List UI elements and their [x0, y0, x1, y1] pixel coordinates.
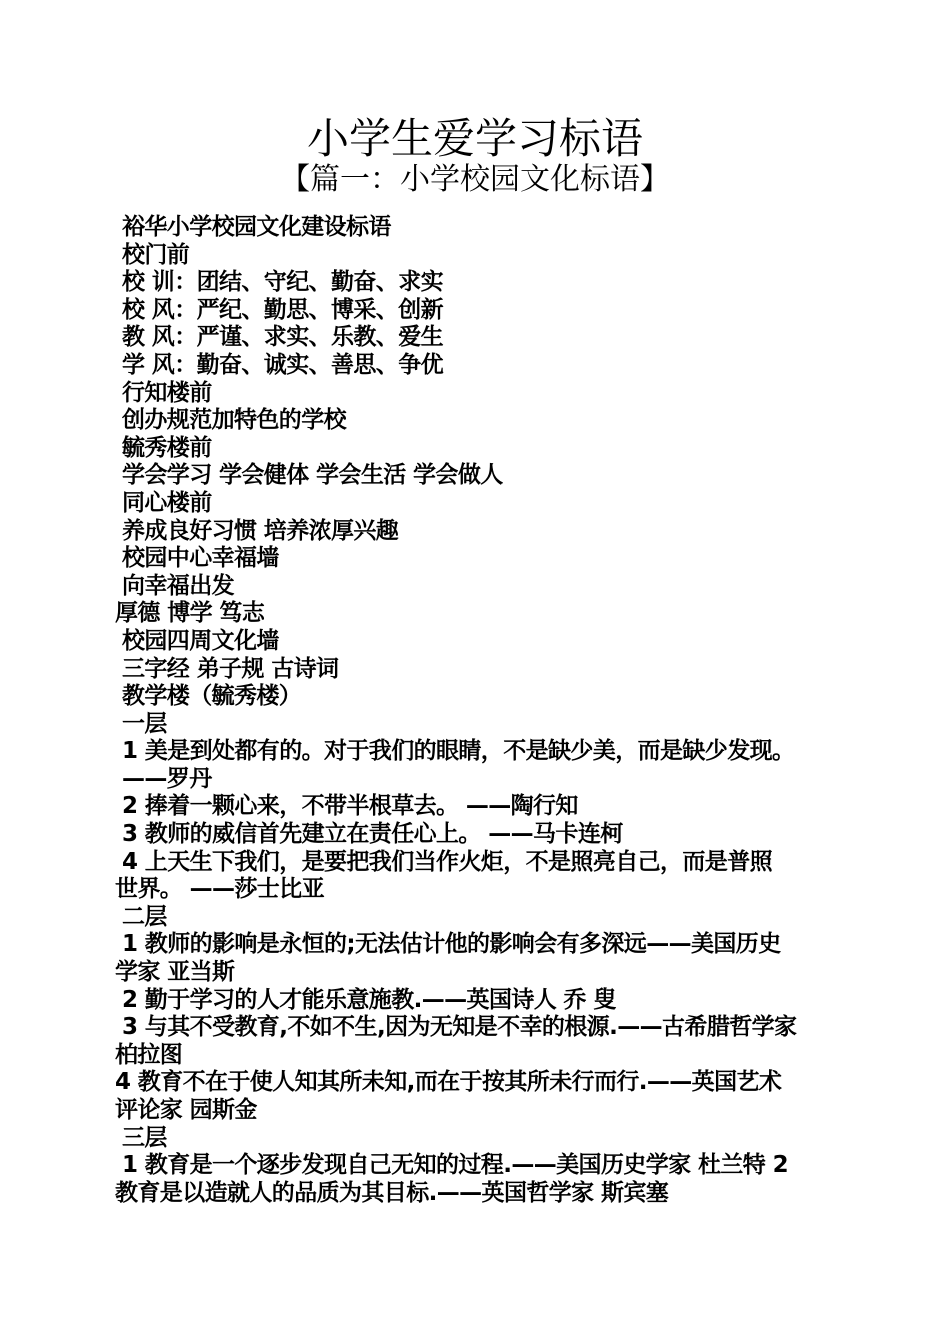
quote-line: 世界。 ——莎士比亚 — [115, 876, 325, 903]
slogan-line: 厚德 博学 笃志 — [115, 600, 265, 627]
location-heading: 毓秀楼前 — [122, 434, 212, 461]
floor-heading: 二层 — [122, 903, 167, 930]
location-heading: 校园中心幸福墙 — [122, 545, 279, 572]
quote-line: 2 捧着一颗心来，不带半根草去。 ——陶行知 — [122, 793, 578, 820]
document-title: 小学生爱学习标语 — [306, 114, 643, 163]
floor-heading: 一层 — [122, 710, 167, 737]
floor-heading: 三层 — [122, 1124, 167, 1151]
quote-line: 教育是以造就人的品质为其目标.——英国哲学家 斯宾塞 — [115, 1179, 669, 1206]
quote-line: 4 教育不在于使人知其所未知,而在于按其所未行而行.——英国艺术 — [115, 1069, 782, 1096]
quote-line: 1 教师的影响是永恒的;无法估计他的影响会有多深远——美国历史 — [122, 931, 781, 958]
quote-line: ——罗丹 — [122, 765, 212, 792]
quote-line: 学家 亚当斯 — [115, 959, 235, 986]
location-heading: 校门前 — [122, 241, 190, 268]
slogan-line: 学会学习 学会健体 学会生活 学会做人 — [122, 462, 503, 489]
section-heading: 裕华小学校园文化建设标语 — [122, 214, 391, 240]
quote-line: 2 勤于学习的人才能乐意施教.——英国诗人 乔 叟 — [122, 986, 616, 1013]
motto-line: 校 训：团结、守纪、勤奋、求实 — [122, 269, 444, 296]
quote-line: 3 教师的威信首先建立在责任心上。 ——马卡连柯 — [122, 821, 623, 848]
quote-line: 3 与其不受教育,不如不生,因为无知是不幸的根源.——古希腊哲学家 — [122, 1014, 797, 1041]
quote-line: 柏拉图 — [115, 1041, 183, 1068]
location-heading: 同心楼前 — [122, 489, 212, 516]
motto-line: 校 风：严纪、勤思、博采、创新 — [122, 296, 444, 323]
motto-line: 学 风：勤奋、诚实、善思、争优 — [122, 351, 444, 378]
quote-line: 1 教育是一个逐步发现自己无知的过程.——美国历史学家 杜兰特 2 — [122, 1152, 788, 1179]
document-subtitle: 【篇一：小学校园文化标语】 — [280, 162, 670, 197]
slogan-line: 向幸福出发 — [122, 572, 235, 599]
motto-line: 教 风：严谨、求实、乐教、爱生 — [122, 324, 444, 351]
location-heading: 校园四周文化墙 — [122, 627, 279, 654]
location-heading: 教学楼（毓秀楼） — [122, 683, 302, 710]
quote-line: 评论家 园斯金 — [115, 1097, 257, 1123]
slogan-line: 养成良好习惯 培养浓厚兴趣 — [122, 517, 399, 544]
slogan-line: 创办规范加特色的学校 — [122, 407, 347, 434]
quote-line: 1 美是到处都有的。对于我们的眼睛，不是缺少美，而是缺少发现。 — [122, 738, 795, 765]
quote-line: 4 上天生下我们，是要把我们当作火炬，不是照亮自己，而是普照 — [122, 848, 773, 875]
location-heading: 行知楼前 — [122, 379, 212, 406]
slogan-line: 三字经 弟子规 古诗词 — [122, 655, 339, 682]
document-body — [115, 214, 840, 1207]
